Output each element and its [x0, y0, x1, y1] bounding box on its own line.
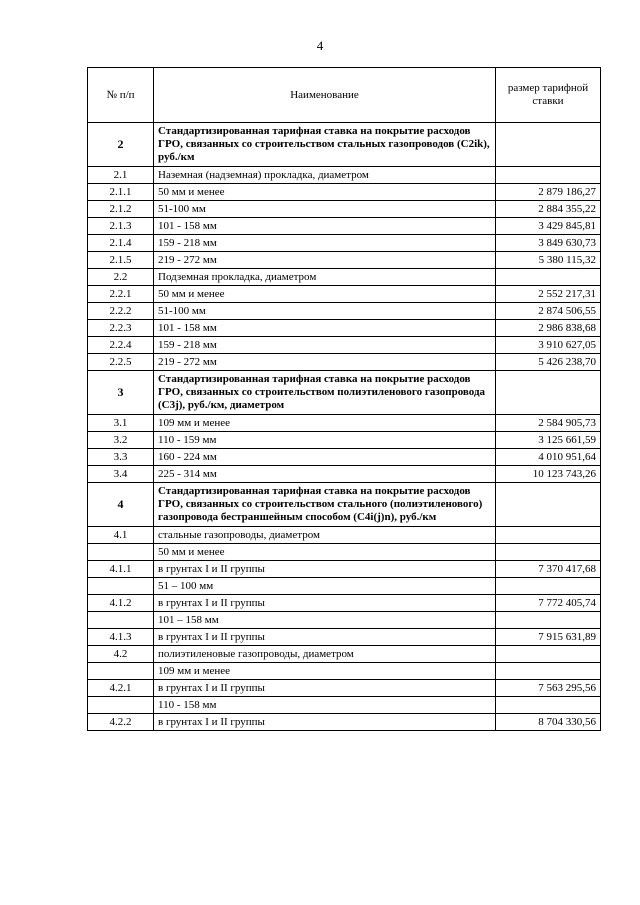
cell-value [496, 612, 601, 629]
cell-value [496, 544, 601, 561]
cell-num: 3.3 [88, 449, 154, 466]
cell-value: 2 986 838,68 [496, 320, 601, 337]
cell-name: 51-100 мм [154, 303, 496, 320]
table-row [88, 415, 601, 432]
cell-num: 4 [88, 483, 154, 527]
cell-value: 7 370 417,68 [496, 561, 601, 578]
cell-name: 109 мм и менее [154, 415, 496, 432]
header-num: № п/п [88, 68, 154, 123]
table-body [88, 123, 601, 731]
cell-num: 4.1.2 [88, 595, 154, 612]
cell-value [496, 269, 601, 286]
cell-name: в грунтах I и II группы [154, 714, 496, 731]
cell-name: 109 мм и менее [154, 663, 496, 680]
cell-name: 101 – 158 мм [154, 612, 496, 629]
table-row [88, 201, 601, 218]
table-row [88, 184, 601, 201]
cell-num [88, 697, 154, 714]
cell-value: 2 879 186,27 [496, 184, 601, 201]
table-row [88, 432, 601, 449]
cell-num: 2 [88, 123, 154, 167]
cell-name: 225 - 314 мм [154, 466, 496, 483]
cell-num [88, 544, 154, 561]
cell-num: 2.1.2 [88, 201, 154, 218]
table-row [88, 235, 601, 252]
cell-name: в грунтах I и II группы [154, 561, 496, 578]
table-row [88, 286, 601, 303]
cell-value [496, 663, 601, 680]
cell-num: 3.1 [88, 415, 154, 432]
cell-num: 4.2.2 [88, 714, 154, 731]
cell-value [496, 167, 601, 184]
cell-name: 101 - 158 мм [154, 218, 496, 235]
page-number: 4 [316, 38, 324, 53]
table-row [88, 252, 601, 269]
cell-value: 7 915 631,89 [496, 629, 601, 646]
table-row [88, 269, 601, 286]
cell-name: 50 мм и менее [154, 286, 496, 303]
cell-num: 4.2.1 [88, 680, 154, 697]
cell-num: 2.2.3 [88, 320, 154, 337]
table-header-row [88, 68, 601, 123]
table-row [88, 303, 601, 320]
cell-name: 50 мм и менее [154, 184, 496, 201]
cell-value [496, 371, 601, 415]
table-row [88, 320, 601, 337]
table-row [88, 466, 601, 483]
header-name: Наименование [154, 68, 496, 123]
table-row [88, 680, 601, 697]
table-row [88, 629, 601, 646]
cell-name: 160 - 224 мм [154, 449, 496, 466]
cell-value: 5 380 115,32 [496, 252, 601, 269]
cell-name: 219 - 272 мм [154, 252, 496, 269]
cell-value [496, 578, 601, 595]
cell-value: 7 563 295,56 [496, 680, 601, 697]
cell-value [496, 483, 601, 527]
cell-name: в грунтах I и II группы [154, 595, 496, 612]
cell-num: 2.2 [88, 269, 154, 286]
cell-name: 50 мм и менее [154, 544, 496, 561]
cell-num: 2.1.4 [88, 235, 154, 252]
cell-num [88, 612, 154, 629]
cell-name: стальные газопроводы, диаметром [154, 527, 496, 544]
cell-name: полиэтиленовые газопроводы, диаметром [154, 646, 496, 663]
cell-value [496, 123, 601, 167]
cell-name: 51-100 мм [154, 201, 496, 218]
table-row [88, 595, 601, 612]
cell-num [88, 578, 154, 595]
cell-num: 2.1.1 [88, 184, 154, 201]
cell-value [496, 697, 601, 714]
table-row [88, 697, 601, 714]
cell-value: 2 884 355,22 [496, 201, 601, 218]
cell-name: 110 - 158 мм [154, 697, 496, 714]
cell-num [88, 663, 154, 680]
cell-value: 5 426 238,70 [496, 354, 601, 371]
table-row [88, 527, 601, 544]
cell-name: Стандартизированная тарифная ставка на покрытие расходов ГРО, связанных со строительством полиэтиленового газопровода (C3j), руб./км, диаметром [154, 371, 496, 415]
table-row [88, 646, 601, 663]
cell-value: 2 874 506,55 [496, 303, 601, 320]
table-row [88, 449, 601, 466]
cell-num: 2.2.2 [88, 303, 154, 320]
table-row [88, 167, 601, 184]
cell-name: Наземная (надземная) прокладка, диаметром [154, 167, 496, 184]
cell-value: 2 552 217,31 [496, 286, 601, 303]
cell-value: 2 584 905,73 [496, 415, 601, 432]
table-row [88, 612, 601, 629]
cell-num: 2.1 [88, 167, 154, 184]
cell-name: 101 - 158 мм [154, 320, 496, 337]
cell-name: 159 - 218 мм [154, 337, 496, 354]
cell-value: 3 125 661,59 [496, 432, 601, 449]
cell-num: 4.2 [88, 646, 154, 663]
table-row [88, 218, 601, 235]
cell-value: 4 010 951,64 [496, 449, 601, 466]
cell-num: 3.2 [88, 432, 154, 449]
table-row [88, 663, 601, 680]
cell-value: 10 123 743,26 [496, 466, 601, 483]
cell-name: в грунтах I и II группы [154, 629, 496, 646]
cell-num: 2.1.3 [88, 218, 154, 235]
cell-num: 2.2.4 [88, 337, 154, 354]
cell-name: Стандартизированная тарифная ставка на покрытие расходов ГРО, связанных со строительством стального (полиэтиленового) газопровода бестраншейным способом (C4i(j)n), руб./км [154, 483, 496, 527]
cell-num: 3.4 [88, 466, 154, 483]
table-row [88, 337, 601, 354]
cell-name: Подземная прокладка, диаметром [154, 269, 496, 286]
table-row [88, 354, 601, 371]
cell-num: 2.2.5 [88, 354, 154, 371]
cell-value: 7 772 405,74 [496, 595, 601, 612]
cell-value: 8 704 330,56 [496, 714, 601, 731]
cell-num: 4.1.1 [88, 561, 154, 578]
cell-num: 3 [88, 371, 154, 415]
cell-value [496, 527, 601, 544]
cell-num: 2.2.1 [88, 286, 154, 303]
cell-value: 3 910 627,05 [496, 337, 601, 354]
section-row [88, 123, 601, 167]
cell-name: 51 – 100 мм [154, 578, 496, 595]
cell-value [496, 646, 601, 663]
cell-name: 110 - 159 мм [154, 432, 496, 449]
cell-num: 2.1.5 [88, 252, 154, 269]
section-row [88, 371, 601, 415]
cell-name: 219 - 272 мм [154, 354, 496, 371]
table-row [88, 578, 601, 595]
cell-name: 159 - 218 мм [154, 235, 496, 252]
tariff-table [87, 67, 601, 731]
cell-value: 3 849 630,73 [496, 235, 601, 252]
header-value: размер тарифной ставки [496, 68, 601, 123]
cell-name: Стандартизированная тарифная ставка на покрытие расходов ГРО, связанных со строительством стальных газопроводов (C2ik), руб./км [154, 123, 496, 167]
table-row [88, 544, 601, 561]
cell-num: 4.1.3 [88, 629, 154, 646]
cell-name: в грунтах I и II группы [154, 680, 496, 697]
cell-num: 4.1 [88, 527, 154, 544]
table-row [88, 714, 601, 731]
section-row [88, 483, 601, 527]
cell-value: 3 429 845,81 [496, 218, 601, 235]
table-row [88, 561, 601, 578]
